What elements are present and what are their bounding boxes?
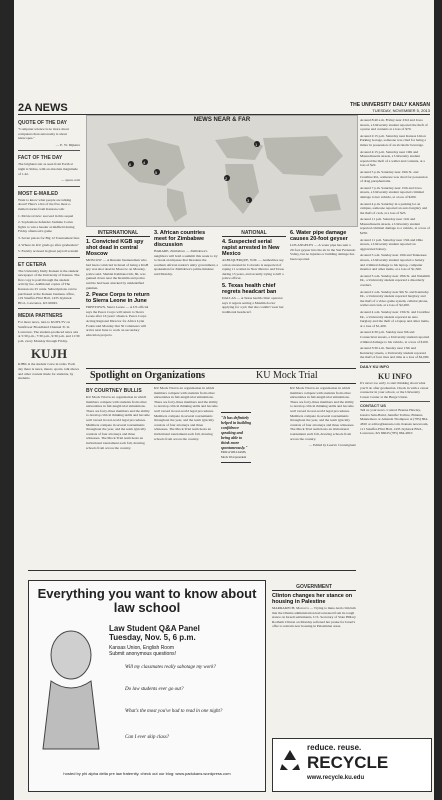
svg-text:2: 2 <box>225 176 228 181</box>
right-rail <box>360 118 430 438</box>
story-body: HARARE, Zimbabwe — Zimbabwe's neighbors will hold a summit this week to try to break an impasse that threatens the southern African nation's unity government, a spokesman for Zimbabwe's prime minister said Monday. <box>154 249 219 276</box>
spotlight-body-continued: KU Mock Trial is an organization in which members compete with students from other universities in full-length trial simulations. There are forty-three members and the ability to develop critical thinking skills and become well versed in real-world legal procedures. Members compete in several tournaments throughout the year, and the team typically consists of four attorneys and three witnesses. The Mock Trial team hosts an invitational tournament each fall, drawing schools from across the country. <box>154 386 218 441</box>
story-body: LOS ANGELES — A water pipe has sent a 20-foot geyser into the air in the San Fernando Valley, but no injuries or building damage has been reported. <box>290 243 356 261</box>
quote-author: — E. W. Dijkstra <box>55 142 80 147</box>
police-item: Around 3 a.m. Sunday near 19th and Tennessee streets, a University student reported a battery and criminal damage to his laptop, computer monitor and other items, at a loss of $1,500. <box>360 253 427 272</box>
spotlight-org: KU Mock Trial <box>256 370 318 381</box>
ad-location: Kansas Union, English Room <box>109 645 175 651</box>
recycle-word: RECYCLE <box>307 753 389 772</box>
story-body: DALLAS — A Texas health clinic operator says it regrets setting a Muslim doctor applying for a job that she couldn't wear her traditional headscarf. <box>222 295 284 314</box>
ad-date: Tuesday, Nov. 5, 6 p.m. <box>109 633 196 642</box>
spotlight-body: KU Mock Trial is an organization in which members compete with students from other universities in full-length trial simulations. There are forty-three members and the ability to develop critical thinking skills and become well versed in real-world legal procedures. Members compete in several tournaments throughout the year, and the team typically consists of four attorneys and three witnesses. The Mock Trial team hosts an invitational tournament each fall, drawing schools from across the country. <box>86 395 150 450</box>
spotlight-body-end: KU Mock Trial is an organization in which members compete with students from other universities in full-length trial simulations. There are forty-three members and the ability to develop critical thinking skills and become well versed in real-world legal procedures. Members compete in several tournaments throughout the year, and the team typically consists of four attorneys and three witnesses. The Mock Trial team hosts an invitational tournament each fall, drawing schools from across the country. <box>290 386 355 441</box>
bust-illustration <box>41 625 103 755</box>
national-title: NATIONAL <box>222 230 286 237</box>
emailed-intro: Want to know what people are talking about? Here's a list of the five most e-mailed stories from Kansan.com: <box>18 197 72 211</box>
etc-title: ET CETERA <box>18 261 47 268</box>
spotlight-title: Spotlight on Organizations <box>90 370 206 381</box>
story-headline: 6. Water pipe damage causes 20-foot geyser <box>290 230 348 242</box>
pull-quote <box>221 412 251 463</box>
police-item: Around 5 p.m. Saturday near 19th St. and Crestline Rd., someone was cited for possession of drug paraphernalia. <box>360 169 428 184</box>
fact-title: FACT OF THE DAY <box>18 155 63 162</box>
ad-event-name: Law Student Q&A Panel <box>109 624 200 633</box>
story-headline: 4. Suspected serial rapist arrested in New Mexico <box>222 239 280 257</box>
news-map <box>86 115 358 227</box>
emailed-item[interactable]: 3. Seven places for Big 12 Tournament fans <box>18 235 80 240</box>
kujh-logo: KUJH <box>30 346 68 362</box>
media-text: For more news, turn to KUJH-TV on Sunflower Broadband Channel 31 in Lawrence. The student-produced news airs at 5:30 p.m., 7:30 p.m., 9:30 p.m. and 11:30 p.m. every Monday through Friday. <box>18 320 80 343</box>
national-column-2 <box>290 228 356 263</box>
pull-quote-author: ERICA WILLIAMS, Mock Trial president <box>221 450 247 459</box>
recycle-icon <box>277 747 303 773</box>
story-body: FREETOWN, Sierra Leone — A US official says the Peace Corps will return to Sierra Leone after 16 years' absence. Peace Corps Acting Regional Director for Africa Lynn Foden said Monday that 50 volunteers will arrive next June to work on secondary education projects. <box>86 305 149 337</box>
emailed-item[interactable]: 2. Sophomore defender Jasmine Cortes fights to win a header at midfield during Friday afternoon's game <box>18 220 75 234</box>
international-column <box>86 228 150 339</box>
ad-question: Can I ever skip class? <box>125 735 170 740</box>
left-rail <box>18 118 80 383</box>
pull-quote-text: "It has definitely helped in building confidence speaking and being able to think more spontaneously." <box>221 415 252 450</box>
fact-text: The brightest star as seen from Earth at night is Sirius, with an absolute magnitude of 1.42. <box>18 162 78 176</box>
quote-title: QUOTE OF THE DAY <box>18 120 67 126</box>
world-map-graphic <box>87 116 357 226</box>
page-header <box>14 102 434 114</box>
fact-source: — space.com <box>60 178 80 183</box>
police-item: Around 4:15 p.m. Saturday near 19th and Massachusetts streets, a University student reported the theft of a wallet and contents, at a loss of $22. <box>360 149 425 168</box>
spotlight-col-1 <box>86 386 150 452</box>
police-item: Around 8:40 a.m. Friday near 23rd and Iowa streets, a University student reported the theft of a purse and contents at a loss of $70. <box>360 118 428 132</box>
svg-text:1: 1 <box>255 142 258 147</box>
ad-prompt: Submit anonymous questions! <box>109 651 176 657</box>
edited-by: — Edited by Lauren Cunningham <box>308 443 356 448</box>
story-headline: 5. Texas health chief regrets headcart ban <box>222 282 277 295</box>
byline: BY COURTNEY BULLIS <box>86 388 142 394</box>
svg-text:6: 6 <box>129 162 132 167</box>
header-date: TUESDAY, NOVEMBER 5, 2013 <box>372 108 430 113</box>
ad-question: What's the most you've had to read in one night? <box>125 709 223 714</box>
emailed-item[interactable]: 4. Where do KU grads go after graduation? <box>18 242 79 247</box>
police-item: Around 3:30 a.m. Sunday near 15th and Kentucky streets, a University student reported the theft of four tires and rims at a loss of $2,000. <box>360 346 430 360</box>
page-number: 2A <box>18 102 32 114</box>
law-school-ad[interactable] <box>28 580 266 792</box>
story-headline: 1. Convicted KGB spy shot dead in central Moscow <box>86 239 144 257</box>
media-title: MEDIA PARTNERS <box>18 313 63 320</box>
spotlight-col-2 <box>154 386 218 443</box>
contact-title: CONTACT US <box>360 401 430 408</box>
recycle-url[interactable]: www.recycle.ku.edu <box>307 775 365 781</box>
section-name: NEWS <box>34 102 68 114</box>
police-item: Around 4:30 p.m. Sunday near 9th and Connecticut streets, a University student reported criminal damage to his vehicle, at a loss of $100. <box>360 330 430 344</box>
recycle-tagline: reduce. reuse. <box>307 743 362 752</box>
page-section <box>18 102 68 114</box>
police-item: Around 11 p.m. Saturday near 15th and Ohio streets, a University student reported an aggravated battery. <box>360 237 424 251</box>
masthead: THE UNIVERSITY DAILY KANSAN <box>350 102 430 108</box>
etc-text: The University Daily Kansan is the student newspaper of the University of Kansas. The first copy is paid through the student activity fee. Additional copies of The Kansan are 25 cents. Subscriptions can be purchased at the Kansan business office, 119 Stauffer-Flint Hall, 1435 Jayhawk Blvd., Lawrence, KS 66045. <box>18 268 80 305</box>
international-title: INTERNATIONAL <box>86 230 150 237</box>
national-column <box>222 228 286 316</box>
police-item: Around 4 p.m. Saturday in a parking lot on campus, someone reported an auto burglary and the theft of cash, at a loss of $25. <box>360 201 428 215</box>
emailed-item[interactable]: 5. Faculty accused in ghost payroll scandal <box>18 249 79 254</box>
ad-footer[interactable]: hosted by phi alpha delta pre law fraternity. check out our blog: www.padukans.wordpress.com <box>63 771 231 776</box>
police-item: Around 11 p.m. Saturday near 11th and Massachusetts streets, a University student reported criminal damage to a vehicle, at a loss of $250. <box>360 217 430 236</box>
story-body: MARRAKECH, Morocco — Trying to mute Arab criticism that the Obama administration had retreated from its tough stance on Israeli settlements, U.S. Secretary of State Hillary Rodham Clinton on Monday softened her praise for Israel's offer to restrain new housing in Palestinian areas. <box>272 606 356 629</box>
ad-question: Do law students ever go out? <box>125 687 184 692</box>
newspaper-page <box>14 0 434 800</box>
government-column <box>272 582 356 631</box>
ad-event <box>109 624 200 642</box>
info-title: DAILY KU INFO <box>360 362 430 369</box>
government-title: GOVERNMENT <box>272 584 356 591</box>
police-item: Around 7 p.m. Saturday near 15th and Iowa streets, a University student reported criminal damage to her vehicle, at a loss of $200. <box>360 185 424 199</box>
story-body: MOSCOW — A Russian businessman who had been convicted in Israel of being a KGB spy was shot dead in Moscow on Monday, police said. Shabtai Kalmanovich, 60, was gunned down near the Kremlin and police said he had been attacked by unidentified gunmen. <box>86 258 149 290</box>
story-headline: 2. Peace Corps to return to Sierra Leone in June <box>86 292 150 305</box>
svg-text:3: 3 <box>247 198 250 203</box>
police-item: Around 4 a.m. Sunday near 13th St. and Crestline Dr., a University student reported an auto burglary and the theft of a laptop and other items, at a loss of $1,400. <box>360 309 430 328</box>
international-column-2 <box>154 228 218 279</box>
spotlight-col-4 <box>290 386 356 450</box>
police-item: Around 2:15 p.m. Saturday near Kansas Union Parking Garage, someone was cited for being a minor in possession of an alcoholic beverage. <box>360 133 427 147</box>
story-headline: Clinton changes her stance on housing in Palestine <box>272 593 353 605</box>
svg-text:4: 4 <box>143 160 146 165</box>
ku-info-logo: KU INFO <box>378 371 412 381</box>
emailed-title: MOST E-MAILED <box>18 190 58 197</box>
info-text: It's never too early to start thinking about what you'll do after graduation. Check in with a career counselor in your school, or the University Career Center at the Burge Union. <box>360 380 429 399</box>
ad-details <box>109 645 176 657</box>
ad-question: Will my classmates really sabotage my work? <box>125 665 216 670</box>
map-title: NEWS NEAR & FAR <box>193 117 251 123</box>
spotlight-banner <box>86 368 356 384</box>
quote-text: "Computer science is no more about computers than astronomy is about telescopes." <box>18 127 69 141</box>
recycle-ad[interactable] <box>272 738 432 792</box>
story-body: ALBUQUERQUE, N.M. — Authorities say a man arrested in Colorado is suspected of raping 11 women in New Mexico and Texas during 13 years, and recently trying to kill a police officer. <box>222 258 284 281</box>
police-item: Around 3 a.m. Sunday near 18th St. and Naismith Dr., a University student reported a disorderly conduct. <box>360 273 430 287</box>
police-item: Around 2 a.m. Sunday near 9th St. and Kentucky Dr., a University student reported burglary and the theft of a video game system, cellular phone, wallet and cash, at a loss of $2,200. <box>360 289 429 308</box>
kjhk-text: KJHK is the student voice in radio. Each day there is news, music, sports, talk shows and other content made for students, by students. <box>18 362 80 381</box>
svg-text:5: 5 <box>155 170 158 175</box>
story-headline: 3. African countries meet for Zimbabwe discussion <box>154 230 206 248</box>
section-rule <box>28 570 356 571</box>
ad-headline: Everything you want to know about law school <box>37 586 257 615</box>
emailed-item[interactable]: 1. Movie review: succeed in this sequel <box>18 213 74 218</box>
contact-text: Tell us your news. Contact Brenna Hawley, Jessica Sain-Baird, Jennifer Torline, Brianna Mannemore or Amanda Thompson at (785) 864-4810 or editor@kansan.com. Kansan newsroom, 111 Stauffer-Flint Hall, 1435 Jayhawk Blvd., Lawrence, KS 66045 (785) 864-4810 <box>360 408 429 436</box>
